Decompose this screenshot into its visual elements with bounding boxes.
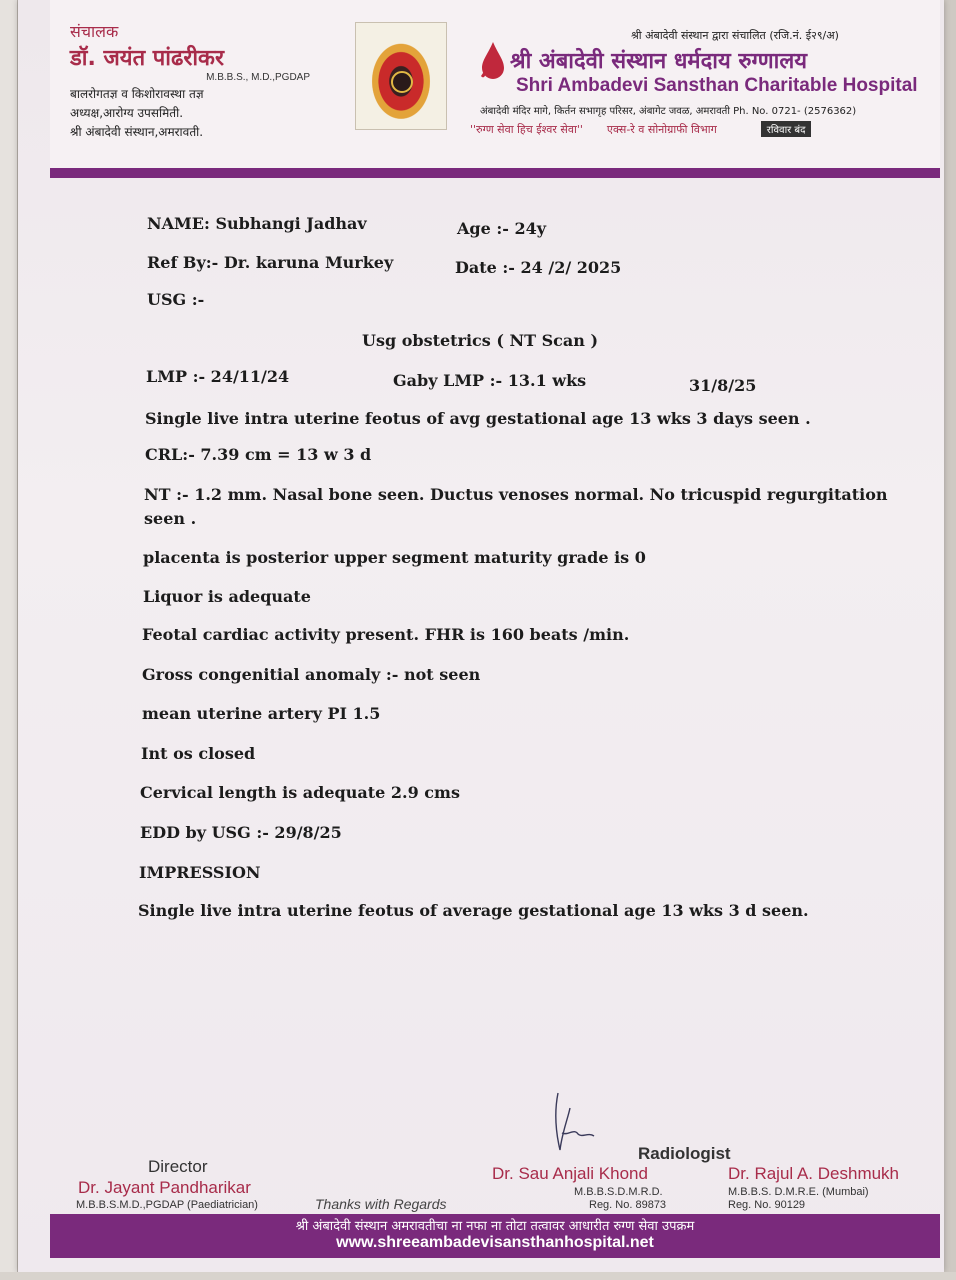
impression-text: Single live intra uterine feotus of average gestational age 13 wks 3 d seen. [138,901,809,920]
finding-liquor: Liquor is adequate [143,587,311,606]
radiologist-role: Radiologist [638,1144,731,1163]
director-line-2: अध्यक्ष,आरोग्य उपसमिती. [70,106,184,120]
edd-by-lmp: 31/8/25 [689,376,757,395]
registration-text: श्री अंबादेवी संस्थान द्वारा संचालित (रजि.नं. ई२९/अ) [631,29,839,42]
director-degree: M.B.B.S.M.D.,PGDAP (Paediatrician) [76,1199,258,1211]
director-block [70,20,330,140]
scan-title: Usg obstetrics ( NT Scan ) [362,331,599,350]
hospital-block [470,28,930,137]
tagline-row [470,121,930,137]
department: एक्स-रे व सोनोग्राफी विभाग [606,122,717,136]
page-fold-edge [0,0,18,1280]
lmp: LMP :- 24/11/24 [146,367,290,386]
finding-placenta: placenta is posterior upper segment maturity grade is 0 [143,548,646,567]
radiologist2-name: Dr. Rajul A. Deshmukh [728,1164,900,1183]
director-title: संचालक [70,22,119,41]
header-band [50,168,940,178]
director-role: Director [148,1157,208,1176]
motto: ''रुग्ण सेवा हिच ईश्वर सेवा'' [470,122,583,136]
finding-nt: NT :- 1.2 mm. Nasal bone seen. Ductus venoses normal. No tricuspid regurgitation [144,485,888,504]
finding-cervical: Cervical length is adequate 2.9 cms [140,783,460,802]
finding-int-os: Int os closed [141,744,256,763]
deity-image [355,22,447,130]
finding-anomaly: Gross congenitial anomaly :- not seen [142,665,481,684]
report-date: Date :- 24 /2/ 2025 [455,258,622,277]
gaby-lmp: Gaby LMP :- 13.1 wks [393,371,587,390]
director-degrees: M.B.B.S., M.D.,PGDAP [206,72,310,83]
finding-uterine-artery: mean uterine artery PI 1.5 [142,704,381,723]
thanks-text: Thanks with Regards [315,1196,447,1212]
patient-age: Age :- 24y [457,219,547,238]
impression-label: IMPRESSION [139,863,261,882]
hospital-name-marathi: श्री अंबादेवी संस्थान धर्मदाय रुग्णालय [510,49,807,74]
usg-label: USG :- [147,290,205,309]
director-name-marathi: डॉ. जयंत पांढरीकर [70,46,224,71]
radiologist1-name: Dr. Sau Anjali Khond [492,1164,648,1183]
finding-edd: EDD by USG :- 29/8/25 [140,823,342,842]
radiologist1-reg: Reg. No. 89873 [589,1199,667,1211]
radiologist2-reg: Reg. No. 90129 [728,1199,806,1211]
referred-by: Ref By:- Dr. karuna Murkey [147,253,394,272]
radiologist-signature [548,1088,608,1158]
radiologist2-degree: M.B.B.S. D.M.R.E. (Mumbai) [728,1186,869,1198]
finding-cardiac: Feotal cardiac activity present. FHR is 160 beats /min. [142,625,630,644]
director-name: Dr. Jayant Pandharikar [78,1178,251,1197]
closed-badge: रविवार बंद [761,121,812,137]
finding-nt-cont: seen . [144,509,197,528]
footer-band [50,1214,940,1258]
finding-crl: CRL:- 7.39 cm = 13 w 3 d [145,445,372,464]
patient-name: NAME: Subhangi Jadhav [147,214,367,233]
director-line-1: बालरोगतज्ञ व किशोरावस्था तज्ञ [70,87,204,101]
finding-feotus: Single live intra uterine feotus of avg gestational age 13 wks 3 days seen . [145,409,811,428]
deity-face [391,71,413,93]
hospital-address: अंबादेवी मंदिर मागे, किर्तन सभागृह परिसर, अंबागेट जवळ, अमरावती Ph. No. 0721- (2576362) [480,106,857,117]
footer-website: www.shreeambadevisansthanhospital.net [336,1234,654,1251]
radiologist1-degree: M.B.B.S.D.M.R.D. [574,1186,663,1198]
footer-marathi-text: श्री अंबादेवी संस्थान अमरावतीचा ना नफा ना तोटा तत्वावर आधारीत रुग्ण सेवा उपक्रम [295,1219,695,1234]
hospital-name-english: Shri Ambadevi Sansthan Charitable Hospital [516,75,918,96]
table-surface [0,1272,956,1280]
director-line-3: श्री अंबादेवी संस्थान,अमरावती. [70,125,204,139]
